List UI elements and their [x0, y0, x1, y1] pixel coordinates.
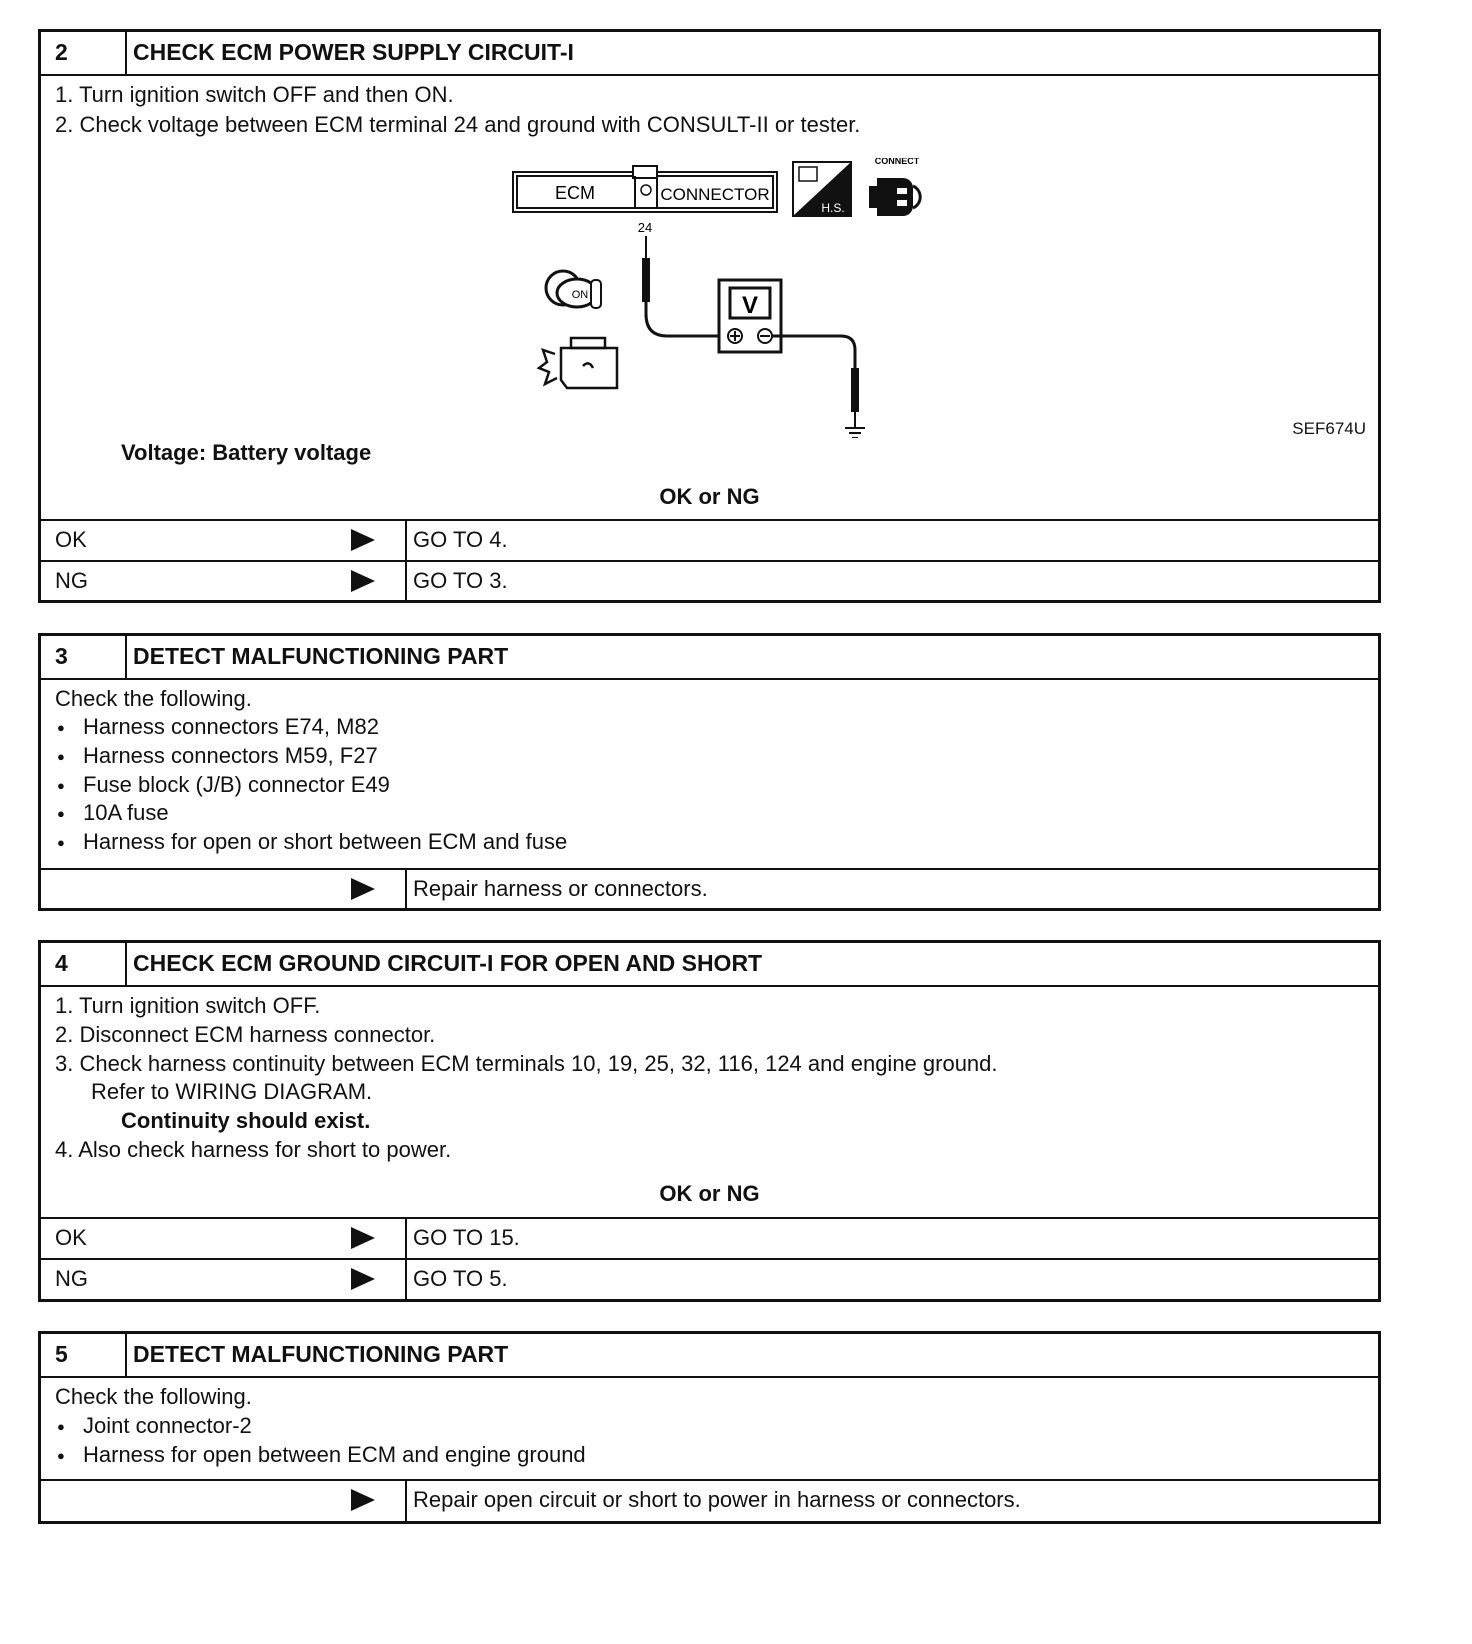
result-action: GO TO 3.: [413, 568, 508, 593]
svg-text:ON: ON: [571, 289, 589, 301]
result-label: OK: [55, 527, 87, 552]
list-item: ● Harness for open or short between ECM and fuse: [83, 829, 567, 855]
decision-label: OK or NG: [659, 484, 760, 509]
spec-value: Continuity should exist.: [121, 1108, 371, 1133]
step-3-box: [38, 633, 1381, 911]
step-number: 5: [41, 1334, 127, 1376]
ignition-on-icon: [546, 271, 601, 308]
result-action: Repair harness or connectors.: [413, 876, 708, 901]
hs-icon: [793, 162, 851, 216]
step-header: [41, 1334, 1378, 1378]
result-action: GO TO 4.: [413, 527, 508, 552]
arrow-icon: [351, 529, 375, 551]
arrow-icon: [351, 1227, 375, 1249]
instruction-line: 3. Check harness continuity between ECM terminals 10, 19, 25, 32, 116, 124 and engine ground.: [55, 1051, 998, 1076]
result-row: [41, 519, 1378, 560]
result-row: [41, 1217, 1378, 1258]
result-row: [41, 1258, 1378, 1299]
step-number: 4: [41, 943, 127, 985]
list-item: ● Joint connector-2: [83, 1413, 252, 1439]
engine-icon: [539, 338, 617, 388]
result-action: Repair open circuit or short to power in harness or connectors.: [413, 1487, 1021, 1512]
result-action: GO TO 5.: [413, 1266, 508, 1291]
svg-text:V: V: [741, 292, 759, 319]
result-row: [41, 868, 1378, 911]
figure-code: SEF674U: [1292, 419, 1366, 438]
intro-line: Check the following.: [55, 1384, 252, 1409]
step-title: CHECK ECM POWER SUPPLY CIRCUIT-I: [133, 39, 574, 65]
result-action: GO TO 15.: [413, 1225, 520, 1250]
step-number: 3: [41, 636, 127, 678]
list-item: ● 10A fuse: [83, 800, 169, 826]
step-title: CHECK ECM GROUND CIRCUIT-I FOR OPEN AND SHORT: [133, 950, 763, 976]
decision-label: OK or NG: [659, 1181, 760, 1206]
step-4-box: [38, 940, 1381, 1302]
step-body: [41, 76, 1378, 519]
step-title: DETECT MALFUNCTIONING PART: [133, 1341, 509, 1367]
instruction-line: 2. Check voltage between ECM terminal 24 and ground with CONSULT-II or tester.: [55, 112, 861, 137]
ecm-label: ECM: [555, 183, 595, 203]
voltage-check-diagram: [511, 158, 941, 438]
ground-symbol: [845, 428, 865, 438]
spec-value: Voltage: Battery voltage: [121, 440, 372, 465]
result-label: NG: [55, 1266, 88, 1291]
connector-label: CONNECTOR: [660, 185, 770, 204]
intro-line: Check the following.: [55, 686, 252, 711]
instruction-line: Refer to WIRING DIAGRAM.: [91, 1079, 373, 1104]
list-item: ● Harness connectors M59, F27: [83, 743, 378, 769]
step-body: [41, 987, 1378, 1217]
list-item: ● Fuse block (J/B) connector E49: [83, 772, 390, 798]
terminal-label: 24: [637, 220, 653, 235]
step-2-box: [38, 29, 1381, 603]
svg-text:CONNECT: CONNECT: [874, 158, 920, 166]
arrow-icon: [351, 570, 375, 592]
connect-icon: [869, 158, 920, 216]
voltmeter-icon: [719, 280, 781, 352]
result-label: OK: [55, 1225, 87, 1250]
arrow-icon: [351, 1489, 375, 1511]
instruction-line: 1. Turn ignition switch OFF.: [55, 993, 321, 1018]
arrow-icon: [351, 878, 375, 900]
step-header: [41, 943, 1378, 987]
result-row: [41, 1479, 1378, 1523]
arrow-icon: [351, 1268, 375, 1290]
step-5-box: [38, 1331, 1381, 1524]
result-label: NG: [55, 568, 88, 593]
step-header: [41, 32, 1378, 76]
instruction-line: 2. Disconnect ECM harness connector.: [55, 1022, 436, 1047]
step-body: [41, 1378, 1378, 1479]
step-header: [41, 636, 1378, 680]
step-number: 2: [41, 32, 127, 74]
list-item: ● Harness connectors E74, M82: [83, 714, 379, 740]
step-body: [41, 680, 1378, 868]
list-item: ● Harness for open between ECM and engine ground: [83, 1442, 586, 1468]
instruction-line: 1. Turn ignition switch OFF and then ON.: [55, 82, 454, 107]
step-title: DETECT MALFUNCTIONING PART: [133, 643, 509, 669]
instruction-line: 4. Also check harness for short to power.: [55, 1137, 452, 1162]
result-row: [41, 560, 1378, 601]
svg-text:H.S.: H.S.: [821, 201, 845, 215]
